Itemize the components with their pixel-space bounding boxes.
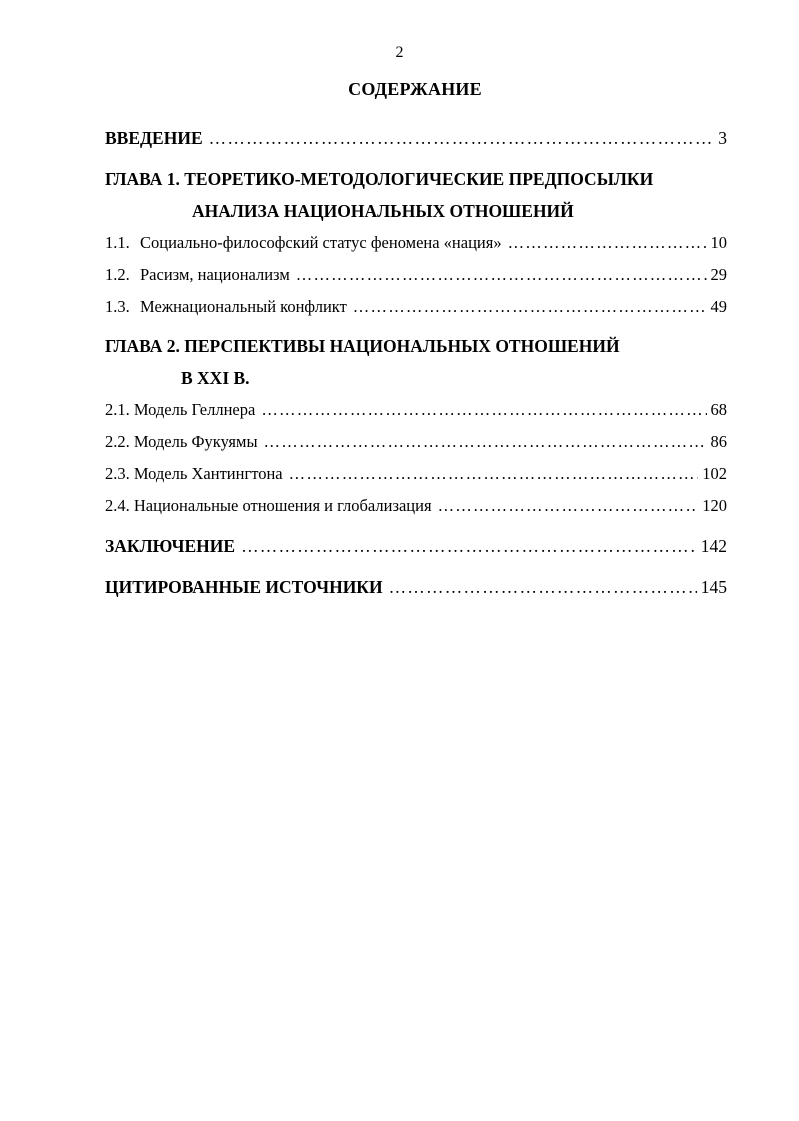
toc-entry-page: 142 [700, 536, 727, 556]
dot-leader [296, 264, 707, 286]
toc-entry-text: Расизм, национализм [140, 265, 290, 284]
dot-leader [264, 431, 707, 453]
toc-entry-page: 145 [700, 577, 727, 597]
toc-entry-text: Социально-философский статус феномена «нация» [140, 233, 502, 252]
toc-entry-label [105, 296, 347, 318]
dot-leader [209, 127, 715, 149]
dot-leader [389, 576, 697, 598]
toc-entry-page: 68 [710, 400, 727, 419]
toc-entry-conclusion[interactable] [105, 535, 727, 557]
toc-entry-2-4[interactable] [105, 495, 727, 517]
toc-title: СОДЕРЖАНИЕ [348, 79, 482, 99]
dot-leader [508, 232, 707, 254]
chapter-1-heading-line-2[interactable]: АНАЛИЗА НАЦИОНАЛЬНЫХ ОТНОШЕНИЙ [192, 201, 574, 221]
toc-entry-intro[interactable] [105, 127, 727, 149]
toc-entry-1-3[interactable] [105, 296, 727, 318]
toc-entry-page: 3 [718, 128, 727, 148]
toc-entry-1-2[interactable] [105, 264, 727, 286]
chapter-1-heading-line-1[interactable]: ГЛАВА 1. ТЕОРЕТИКО-МЕТОДОЛОГИЧЕСКИЕ ПРЕДПОСЫЛКИ [105, 169, 654, 189]
toc-entry-page: 120 [702, 496, 727, 515]
chapter-2-heading-line-1[interactable]: ГЛАВА 2. ПЕРСПЕКТИВЫ НАЦИОНАЛЬНЫХ ОТНОШЕНИЙ [105, 336, 620, 356]
toc-entry-label [105, 232, 502, 254]
dot-leader [289, 463, 699, 485]
toc-entry-label: ВВЕДЕНИЕ [105, 128, 203, 148]
toc-entry-label: 2.3. Модель Хантингтона [105, 464, 283, 483]
toc-entry-page: 10 [710, 233, 727, 252]
dot-leader [438, 495, 699, 517]
toc-entry-sources[interactable] [105, 576, 727, 598]
toc-entry-label: 2.4. Национальные отношения и глобализация [105, 496, 432, 515]
dot-leader [353, 296, 707, 318]
toc-entry-label [105, 264, 290, 286]
page-number: 2 [395, 44, 404, 61]
dot-leader [261, 399, 706, 421]
toc-entry-number: 1.2. [105, 265, 130, 284]
toc-entry-label: ЗАКЛЮЧЕНИЕ [105, 536, 236, 556]
toc-entry-2-1[interactable] [105, 399, 727, 421]
toc-entry-1-1[interactable] [105, 232, 727, 254]
toc-entry-2-2[interactable] [105, 431, 727, 453]
chapter-2-heading-line-2[interactable]: В XXI В. [181, 368, 250, 388]
toc-entry-page: 49 [710, 297, 727, 316]
toc-entry-page: 86 [710, 432, 727, 451]
toc-entry-page: 102 [702, 464, 727, 483]
toc-entry-label: ЦИТИРОВАННЫЕ ИСТОЧНИКИ [105, 577, 383, 597]
toc-entry-number: 1.1. [105, 233, 130, 252]
toc-entry-page: 29 [710, 265, 727, 284]
toc-entry-label: 2.1. Модель Геллнера [105, 400, 256, 419]
toc-entry-number: 1.3. [105, 297, 130, 316]
toc-entry-2-3[interactable] [105, 463, 727, 485]
toc-entry-label: 2.2. Модель Фукуямы [105, 432, 258, 451]
dot-leader [241, 535, 697, 557]
toc-entry-text: Межнациональный конфликт [140, 297, 347, 316]
